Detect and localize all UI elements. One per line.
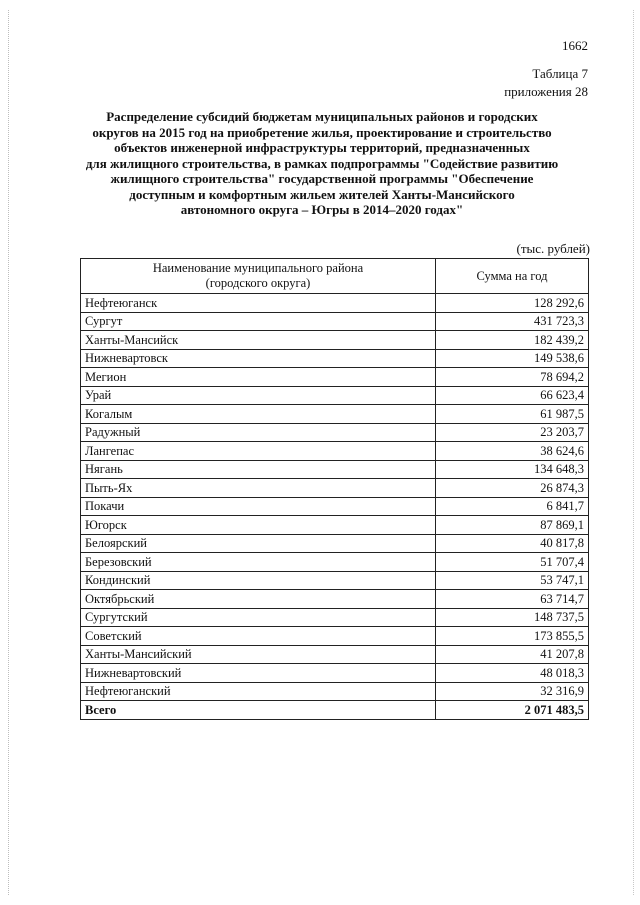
table-row [81, 349, 589, 368]
table-row [81, 405, 589, 424]
amount-cell: 173 855,5 [436, 627, 589, 646]
district-name-cell: Когалым [81, 405, 436, 424]
district-name-cell: Березовский [81, 553, 436, 572]
total-label-cell: Всего [81, 701, 436, 720]
total-row [81, 701, 589, 720]
district-name-cell: Нижневартовск [81, 349, 436, 368]
scan-edge-left [8, 10, 9, 895]
amount-cell: 48 018,3 [436, 664, 589, 683]
district-name-cell: Нягань [81, 460, 436, 479]
amount-cell: 32 316,9 [436, 682, 589, 701]
total-amount-cell: 2 071 483,5 [436, 701, 589, 720]
table-row [81, 682, 589, 701]
amount-cell: 182 439,2 [436, 331, 589, 350]
title-line: автономного округа – Югры в 2014–2020 годах" [180, 202, 464, 217]
table-header-row [81, 259, 589, 294]
title-line: жилищного строительства" государственной программы "Обеспечение [110, 171, 534, 186]
district-name-cell: Нефтеюганский [81, 682, 436, 701]
district-name-cell: Советский [81, 627, 436, 646]
district-name-cell: Лангепас [81, 442, 436, 461]
table-row [81, 571, 589, 590]
district-name-cell: Нижневартовский [81, 664, 436, 683]
table-row [81, 479, 589, 498]
district-name-cell: Сургут [81, 312, 436, 331]
page-number: 1662 [562, 38, 588, 53]
amount-cell: 128 292,6 [436, 294, 589, 313]
table-row [81, 553, 589, 572]
table-row [81, 627, 589, 646]
table-row [81, 460, 589, 479]
units-label: (тыс. рублей) [516, 241, 590, 256]
amount-cell: 38 624,6 [436, 442, 589, 461]
title-line: Распределение субсидий бюджетам муниципальных районов и городских [106, 109, 538, 124]
amount-cell: 63 714,7 [436, 590, 589, 609]
table-label: Таблица 7 [532, 66, 588, 81]
amount-cell: 23 203,7 [436, 423, 589, 442]
table-row [81, 497, 589, 516]
amount-cell: 148 737,5 [436, 608, 589, 627]
amount-cell: 26 874,3 [436, 479, 589, 498]
district-name-cell: Кондинский [81, 571, 436, 590]
district-name-cell: Урай [81, 386, 436, 405]
column-header-name [81, 259, 436, 294]
district-name-cell: Радужный [81, 423, 436, 442]
column-header-amount: Сумма на год [436, 259, 589, 294]
district-name-cell: Ханты-Мансийск [81, 331, 436, 350]
table-row [81, 331, 589, 350]
district-name-cell: Югорск [81, 516, 436, 535]
district-name-cell: Нефтеюганск [81, 294, 436, 313]
district-name-cell: Сургутский [81, 608, 436, 627]
amount-cell: 53 747,1 [436, 571, 589, 590]
district-name-cell: Октябрьский [81, 590, 436, 609]
document-title [72, 109, 572, 218]
table-row [81, 386, 589, 405]
amount-cell: 41 207,8 [436, 645, 589, 664]
amount-cell: 66 623,4 [436, 386, 589, 405]
district-name-cell: Пыть-Ях [81, 479, 436, 498]
district-name-cell: Ханты-Мансийский [81, 645, 436, 664]
table-row [81, 423, 589, 442]
table-row [81, 294, 589, 313]
table-row [81, 534, 589, 553]
table-row [81, 368, 589, 387]
appendix-label: приложения 28 [504, 84, 588, 99]
table-body [81, 294, 589, 720]
amount-cell: 61 987,5 [436, 405, 589, 424]
amount-cell: 40 817,8 [436, 534, 589, 553]
district-name-cell: Мегион [81, 368, 436, 387]
table-row [81, 516, 589, 535]
table-row [81, 608, 589, 627]
table-reference [504, 65, 588, 101]
scan-edge-right [633, 10, 634, 895]
amount-cell: 78 694,2 [436, 368, 589, 387]
amount-cell: 51 707,4 [436, 553, 589, 572]
column-header-name-line2: (городского округа) [205, 276, 311, 290]
table-row [81, 590, 589, 609]
amount-cell: 149 538,6 [436, 349, 589, 368]
title-line: для жилищного строительства, в рамках подпрограммы "Содействие развитию [85, 155, 559, 171]
subsidies-table [80, 258, 589, 720]
column-header-name-line1: Наименование муниципального района [152, 261, 364, 275]
title-line: округов на 2015 год на приобретение жилья, проектирование и строительство [92, 124, 552, 140]
table-row [81, 664, 589, 683]
title-line: доступным и комфортным жильем жителей Ханты-Мансийского [129, 186, 515, 202]
table-row [81, 645, 589, 664]
amount-cell: 87 869,1 [436, 516, 589, 535]
district-name-cell: Белоярский [81, 534, 436, 553]
district-name-cell: Покачи [81, 497, 436, 516]
table-row [81, 442, 589, 461]
amount-cell: 134 648,3 [436, 460, 589, 479]
title-line: объектов инженерной инфраструктуры территорий, предназначенных [114, 140, 530, 155]
table-row [81, 312, 589, 331]
amount-cell: 431 723,3 [436, 312, 589, 331]
amount-cell: 6 841,7 [436, 497, 589, 516]
